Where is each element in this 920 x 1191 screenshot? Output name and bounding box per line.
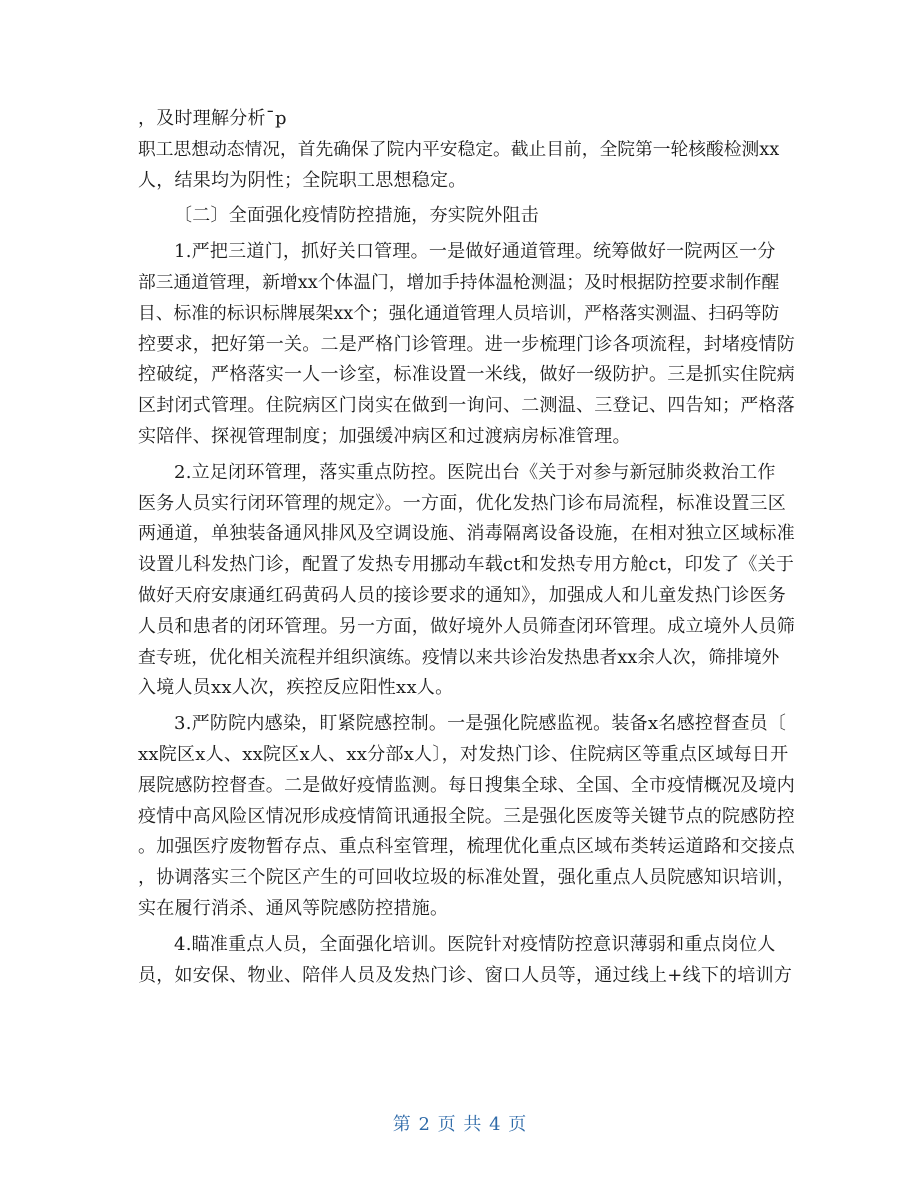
text-line: 实在履行消杀、通风等院感防控措施。: [138, 897, 449, 919]
text-line: 2.立足闭环管理，落实重点防控。医院出台《关于对参与新冠肺炎救治工作: [174, 461, 776, 483]
text-line: 1.严把三道门，抓好关口管理。一是做好通道管理。统筹做好一院两区一分: [174, 241, 776, 263]
text-line: 职工思想动态情况，首先确保了院内平安稳定。截止目前，全院第一轮核酸检测xx: [138, 139, 780, 160]
text-line: 医务人员实行闭环管理的规定》。一方面，优化发热门诊布局流程，标准设置三区: [138, 492, 786, 514]
text-line: 展院感防控督查。二是做好疫情监测。每日搜集全球、全国、全市疫情概况及境内: [138, 774, 795, 796]
text-line: ，及时理解分析ˉp: [138, 108, 287, 129]
text-line: 控要求，把好第一关。二是严格门诊管理。进一步梳理门诊各项流程，封堵疫情防: [138, 333, 795, 355]
page-footer: 第 2 页 共 4 页: [392, 1114, 528, 1135]
document-body: [138, 104, 796, 991]
text-line: 。加强医疗废物暂存点、重点科室管理，梳理优化重点区域布类转运道路和交接点: [138, 836, 795, 858]
text-line: 控破绽，严格落实一人一诊室，标准设置一米线，做好一级防护。三是抓实住院病: [138, 364, 795, 386]
text-line: 目、标准的标识标牌展架xx个；强化通道管理人员培训，严格落实测温、扫码等防: [138, 303, 780, 324]
text-line: 3.严防院内感染，盯紧院感控制。一是强化院感监视。装备x名感控督查员〔: [174, 713, 787, 735]
text-line: 员，如安保、物业、陪伴人员及发热门诊、窗口人员等，通过线上+线下的培训方: [138, 964, 793, 986]
text-line: 两通道，单独装备通风排风及空调设施、消毒隔离设备设施，在相对独立区域标准: [138, 523, 795, 545]
text-line: 人，结果均为阴性；全院职工思想稳定。: [138, 169, 467, 191]
text-line: xx院区x人、xx院区x人、xx分部x人〕，对发热门诊、住院病区等重点区域每日开: [138, 743, 789, 765]
text-line: 做好天府安康通红码黄码人员的接诊要求的通知》，加强成人和儿童发热门诊医务: [138, 584, 786, 606]
text-line: 区封闭式管理。住院病区门岗实在做到一询问、二测温、三登记、四告知；严格落: [138, 395, 795, 417]
text-line: 部三通道管理，新增xx个体温门，增加手持体温枪测温；及时根据防控要求制作醒: [138, 272, 780, 293]
text-line: 4.瞄准重点人员，全面强化培训。医院针对疫情防控意识薄弱和重点岗位人: [174, 933, 776, 955]
text-line: 〔二〕全面强化疫情防控措施，夯实院外阻击: [174, 205, 539, 227]
text-line: ，协调落实三个院区产生的可回收垃圾的标准处置，强化重点人员院感知识培训，: [138, 867, 795, 889]
text-line: 实陪伴、探视管理制度；加强缓冲病区和过渡病房标准管理。: [138, 425, 631, 447]
text-line: 查专班，优化相关流程并组织演练。疫情以来共诊治发热患者xx余人次，筛排境外: [138, 647, 780, 668]
text-line: 疫情中高风险区情况形成疫情简讯通报全院。三是强化医废等关键节点的院感防控: [138, 805, 795, 827]
text-line: 入境人员xx人次，疾控反应阳性xx人。: [138, 677, 454, 699]
text-line: 人员和患者的闭环管理。另一方面，做好境外人员筛查闭环管理。成立境外人员筛: [138, 615, 795, 637]
text-line: 设置儿科发热门诊，配置了发热专用挪动车载ct和发热专用方舱ct，印发了《关于: [138, 554, 795, 576]
